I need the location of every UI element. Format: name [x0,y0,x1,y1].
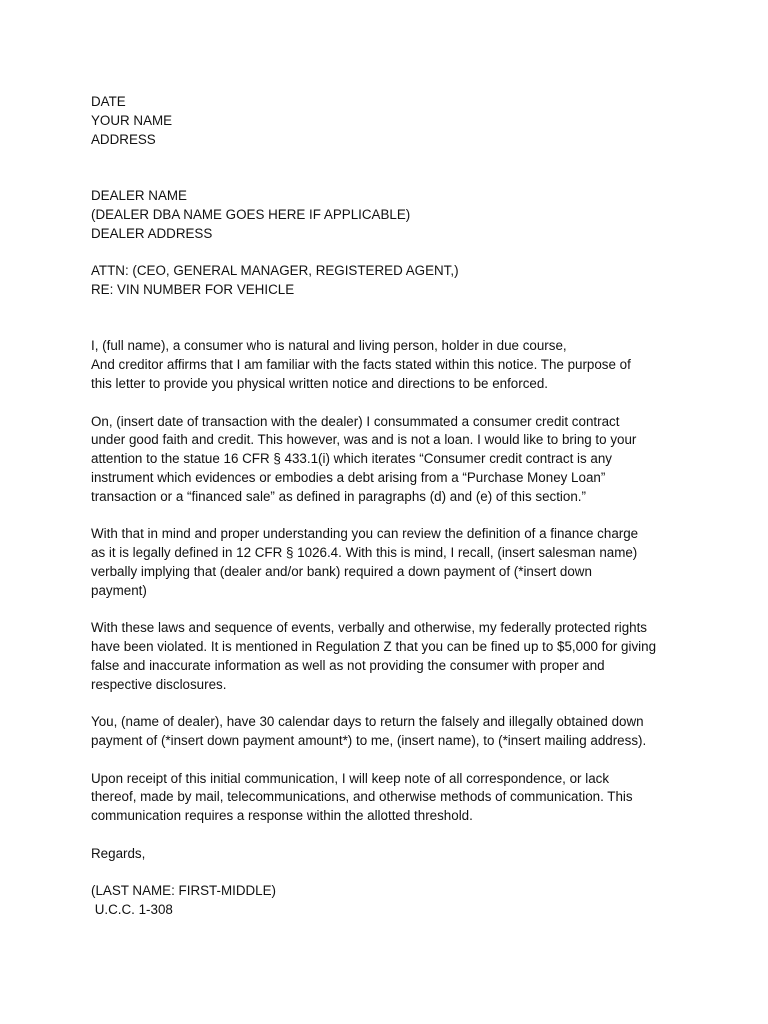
dealer-block [91,187,701,243]
paragraph-line: payment of (*insert down payment amount*) to me, (insert name), to (*insert mailing address). [91,733,647,749]
paragraph-line: under good faith and credit. This however, was and is not a loan. I would like to bring to your [91,432,637,448]
paragraph-line: as it is legally defined in 12 CFR § 1026.4. With this is mind, I recall, (insert salesman name) [91,545,638,561]
paragraph-line: You, (name of dealer), have 30 calendar days to return the falsely and illegally obtained down [91,714,644,730]
paragraph-line: verbally implying that (dealer and/or bank) required a down payment of (*insert down [91,563,592,579]
paragraph-line: transaction or a “financed sale” as defined in paragraphs (d) and (e) of this section.” [91,488,586,504]
paragraph-line: And creditor affirms that I am familiar with the facts stated within this notice. The purpose of [91,357,631,373]
paragraph-line: this letter to provide you physical written notice and directions to be enforced. [91,375,549,391]
paragraph-line: I, (full name), a consumer who is natural and living person, holder in due course, [91,338,567,354]
letter-page [91,93,701,920]
paragraph-line: false and inaccurate information as well as not providing the consumer with proper and [91,657,605,673]
paragraph-line: With that in mind and proper understanding you can review the definition of a finance charge [91,526,639,542]
regards-line: Regards, [91,845,146,861]
paragraph-line: instrument which evidences or embodies a debt arising from a “Purchase Money Loan” [91,469,606,485]
paragraph-line: respective disclosures. [91,676,227,692]
your-name-line: YOUR NAME [91,112,173,128]
paragraph-4 [91,619,701,694]
paragraph-3 [91,525,701,600]
paragraph-5 [91,713,701,751]
paragraph-line: payment) [91,582,147,598]
paragraph-1 [91,337,701,393]
paragraph-line: attention to the statue 16 CFR § 433.1(i) which iterates “Consumer credit contract is any [91,451,612,467]
dealer-address-line: DEALER ADDRESS [91,225,213,241]
paragraph-line: thereof, made by mail, telecommunications, and otherwise methods of communication. This [91,789,633,805]
attn-line: ATTN: (CEO, GENERAL MANAGER, REGISTERED AGENT,) [91,263,459,279]
date-line: DATE [91,94,126,109]
re-line: RE: VIN NUMBER FOR VEHICLE [91,281,295,297]
paragraph-2 [91,413,701,507]
paragraph-line: communication requires a response within the allotted threshold. [91,808,473,824]
dealer-name-line: DEALER NAME [91,187,187,203]
paragraph-6 [91,770,701,826]
attn-block [91,262,701,300]
address-line: ADDRESS [91,131,156,147]
signature-name-line: (LAST NAME: FIRST-MIDDLE) [91,883,277,899]
paragraph-line: Upon receipt of this initial communication, I will keep note of all correspondence, or lack [91,770,610,786]
ucc-line: U.C.C. 1-308 [91,902,173,918]
paragraph-line: have been violated. It is mentioned in Regulation Z that you can be fined up to $5,000 for giving [91,639,657,655]
paragraph-line: With these laws and sequence of events, verbally and otherwise, my federally protected rights [91,620,647,636]
paragraph-line: On, (insert date of transaction with the dealer) I consummated a consumer credit contract [91,413,620,429]
dealer-dba-line: (DEALER DBA NAME GOES HERE IF APPLICABLE) [91,206,411,222]
signature-block [91,882,701,920]
sender-block [91,93,701,149]
